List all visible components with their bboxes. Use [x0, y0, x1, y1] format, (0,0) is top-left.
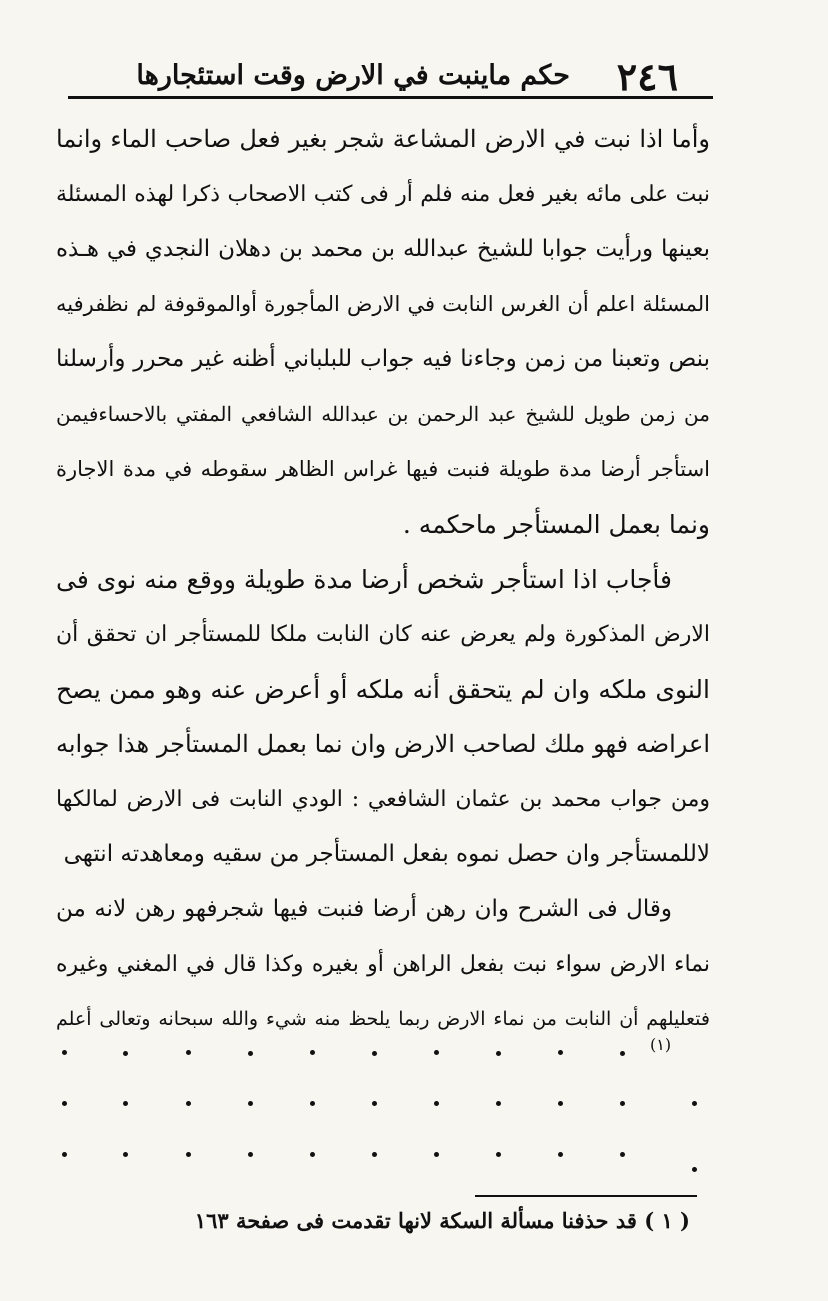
text-line: من زمن طويل للشيخ عبد الرحمن بن عبدالله الشافعي المفتي بالاحساءفيمن: [56, 402, 710, 426]
dot: [372, 1152, 377, 1157]
text-line: فتعليلهم أن النابت من نماء الارض ربما يلحظ منه شيء والله سبحانه وتعالى أعلم: [56, 1008, 710, 1030]
text-line: بعينها ورأيت جوابا للشيخ عبدالله بن محمد بن دهلان النجدي في هـذه: [56, 236, 710, 262]
dot: [558, 1152, 563, 1157]
dot: [434, 1101, 439, 1106]
text-line: المسئلة اعلم أن الغرس النابت في الارض المأجورة أوالموقوفة لم نظفرفيه: [56, 292, 710, 316]
dot: [62, 1050, 67, 1055]
dot: [496, 1152, 501, 1157]
dot: [692, 1101, 697, 1106]
dot: [496, 1101, 501, 1106]
text-line: نبت على مائه بغير فعل منه فلم أر فى كتب الاصحاب ذكرا لهذه المسئلة: [56, 182, 710, 207]
dot: [248, 1101, 253, 1106]
dot: [186, 1152, 191, 1157]
text-line: استأجر أرضا مدة طويلة فنبت فيها غراس الظاهر سقوطه في مدة الاجارة: [56, 457, 710, 481]
footnote-rule: [475, 1195, 697, 1197]
dot: [620, 1101, 625, 1106]
dot: [123, 1051, 128, 1056]
text-line: وأما اذا نبت في الارض المشاعة شجر بغير فعل صاحب الماء وانما: [56, 125, 710, 153]
dot: [248, 1051, 253, 1056]
dot: [692, 1167, 697, 1172]
text-line: الارض المذكورة ولم يعرض عنه كان النابت ملكا للمستأجر ان تحقق أن: [56, 622, 710, 647]
page-number: ٢٤٦: [616, 54, 678, 99]
text-line: لاللمستأجر وان حصل نموه بفعل المستأجر من سقيه ومعاهدته انتهى: [63, 841, 710, 867]
footnote: ( ١ ) قد حذفنا مسألة السكة لانها تقدمت فى صفحة ١٦٣: [194, 1208, 690, 1233]
text-line: نماء الارض سواء نبت بفعل الراهن أو بغيره وكذا قال في المغني وغيره: [56, 952, 710, 977]
dot: [620, 1152, 625, 1157]
dot: [558, 1050, 563, 1055]
dot: [62, 1101, 67, 1106]
dot: [496, 1051, 501, 1056]
dot: [310, 1152, 315, 1157]
dot: [123, 1101, 128, 1106]
running-title: حكم ماينبت في الارض وقت استئجارها: [136, 60, 570, 91]
dot: [372, 1101, 377, 1106]
dot: [620, 1051, 625, 1056]
dot: [248, 1152, 253, 1157]
text-line: اعراضه فهو ملك لصاحب الارض وان نما بعمل المستأجر هذا جوابه: [56, 730, 710, 758]
text-line: بنص وتعبنا من زمن وجاءنا فيه جواب للبلباني أظنه غير محرر وأرسلنا: [56, 346, 710, 372]
text-line: فأجاب اذا استأجر شخص أرضا مدة طويلة ووقع منه نوى فى: [56, 565, 672, 594]
dot: [434, 1050, 439, 1055]
dot: [372, 1051, 377, 1056]
dot: [558, 1101, 563, 1106]
text-line: وقال فى الشرح وان رهن أرضا فنبت فيها شجرفهو رهن لانه من: [56, 896, 672, 922]
text-line: النوى ملكه وان لم يتحقق أنه ملكه أو أعرض عنه وهو ممن يصح: [56, 675, 710, 704]
dot: [310, 1050, 315, 1055]
dot: [434, 1152, 439, 1157]
dot: [62, 1152, 67, 1157]
footnote-marker: (١): [650, 1035, 672, 1054]
dot: [310, 1101, 315, 1106]
dot: [123, 1152, 128, 1157]
dot: [186, 1101, 191, 1106]
text-line: ونما بعمل المستأجر ماحكمه .: [402, 510, 710, 539]
text-line: ومن جواب محمد بن عثمان الشافعي : الودي النابت فى الارض لمالكها: [56, 787, 710, 812]
dot: [186, 1050, 191, 1055]
